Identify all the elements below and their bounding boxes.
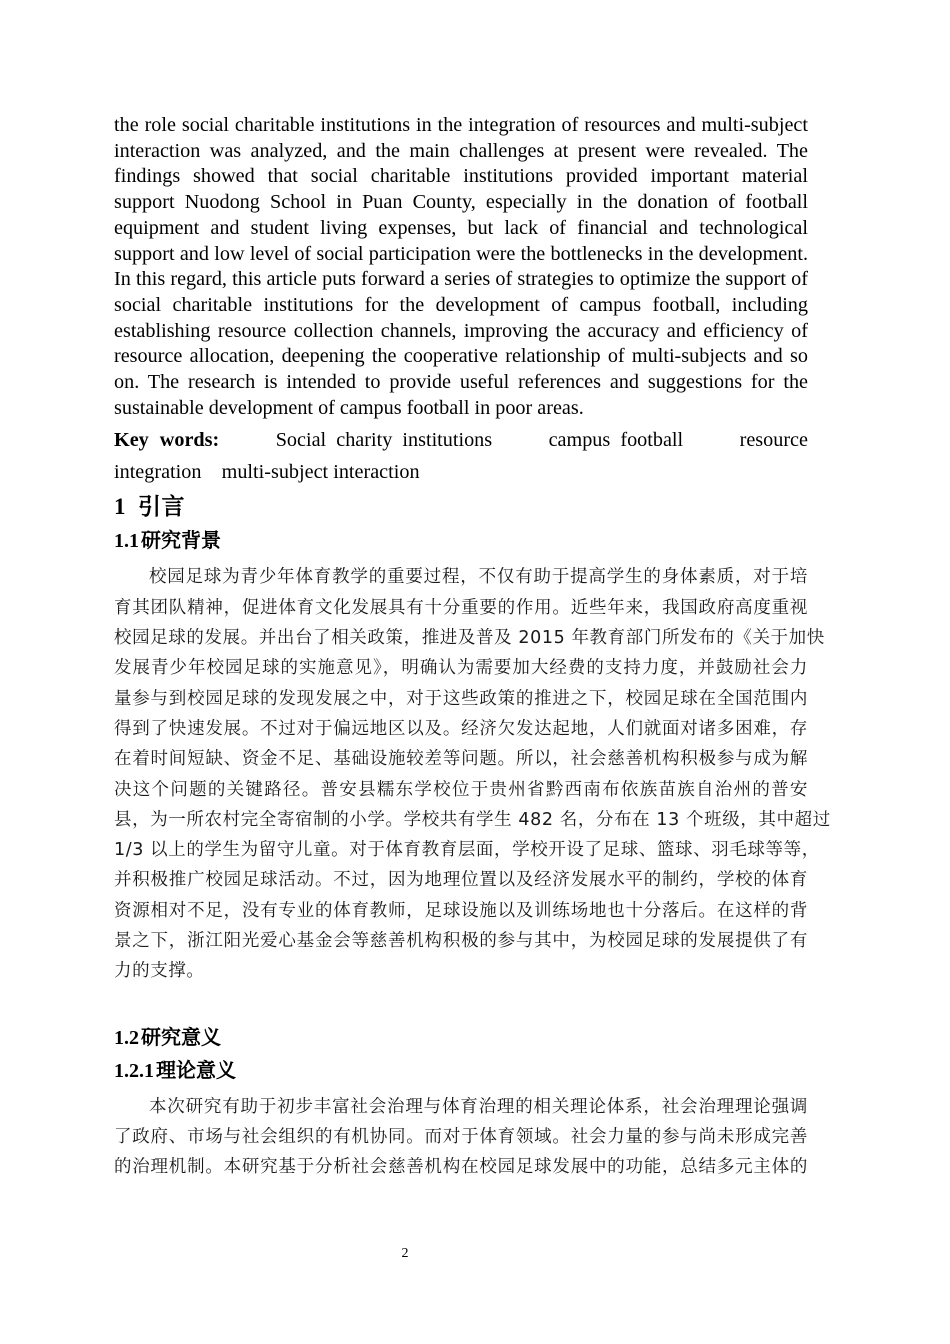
section-number: 1.2.1 <box>114 1059 154 1082</box>
keywords-label: Key words: <box>114 429 220 452</box>
keywords-block <box>114 424 808 488</box>
paragraph-line: 发展青少年校园足球的实施意见》，明确认为需要加大经费的支持力度，并鼓励社会力 <box>114 658 808 679</box>
paragraph-research-background <box>114 562 831 986</box>
paragraph-line: 在着时间短缺、资金不足、基础设施较差等问题。所以，社会慈善机构积极参与成为解 <box>114 749 808 770</box>
section-number: 1.1 <box>114 530 139 553</box>
section-heading-1 <box>114 490 808 524</box>
paragraph-line: 县，为一所农村完全寄宿制的小学。学校共有学生 482 名，分布在 13 个班级，其中超过 <box>114 809 831 830</box>
keyword-item: campus football <box>548 429 684 452</box>
keyword-item: resource <box>739 429 808 452</box>
paragraph-line: 得到了快速发展。不过对于偏远地区以及。经济欠发达起地，人们就面对诸多困难，存 <box>114 718 808 739</box>
paragraph-line: 的治理机制。本研究基于分析社会慈善机构在校园足球发展中的功能，总结多元主体的 <box>114 1157 808 1178</box>
paragraph-line: 校园足球的发展。并出台了相关政策，推进及普及 2015 年教育部门所发布的《关于加快 <box>114 628 825 649</box>
section-number: 1 <box>114 494 126 520</box>
paragraph-line: 并积极推广校园足球活动。不过，因为地理位置以及经济发展水平的制约，学校的体育 <box>114 870 808 891</box>
paragraph-line: 校园足球为青少年体育教学的重要过程，不仅有助于提高学生的身体素质，对于培 <box>149 567 808 588</box>
section-title: 研究意义 <box>141 1024 221 1049</box>
paragraph-theoretical-significance <box>114 1092 808 1183</box>
section-title: 引言 <box>138 494 185 521</box>
paragraph-line: 资源相对不足，没有专业的体育教师，足球设施以及训练场地也十分落后。在这样的背 <box>114 900 808 921</box>
paragraph-line: 景之下，浙江阳光爱心基金会等慈善机构积极的参与其中，为校园足球的发展提供了有 <box>114 931 808 951</box>
section-heading-1-2 <box>114 1021 808 1054</box>
paragraph-spacer <box>114 987 808 1021</box>
paragraph-line: 本次研究有助于初步丰富社会治理与体育治理的相关理论体系，社会治理理论强调 <box>149 1096 808 1117</box>
section-title: 理论意义 <box>156 1057 236 1082</box>
page-number: 2 <box>401 1246 409 1261</box>
paragraph-line: 育其团队精神，促进体育文化发展具有十分重要的作用。近些年来，我国政府高度重视 <box>114 597 808 618</box>
paragraph-line: 了政府、市场与社会组织的有机协同。而对于体育领域。社会力量的参与尚未形成完善 <box>114 1126 808 1147</box>
section-heading-1-2-1 <box>114 1054 808 1087</box>
section-number: 1.2 <box>114 1026 139 1049</box>
page-content <box>114 113 831 1182</box>
abstract-english-text: the role social charitable institutions in the integration of resources and multi-subject interaction was analyzed, and the main challenges at present were revealed. The findings showed that social charitable institutions provided important material support Nuodong School in Puan County, especially in the donation of football equipment and student living expenses, but lack of financial and technological support and low level of social participation were the bottlenecks in the development. In this regard, this article puts forward a series of strategies to optimize the support of social charitable institutions for the development of campus football, including establishing resource collection channels, improving the accuracy and efficiency of resource allocation, deepening the cooperative relationship of multi-subjects and so on. The research is intended to provide useful references and suggestions for the sustainable development of campus football in poor areas. <box>114 114 808 419</box>
keywords-line-2: integration multi-subject interaction <box>114 461 420 484</box>
section-title: 研究背景 <box>141 528 221 553</box>
keyword-item: Social charity institutions <box>275 429 493 452</box>
keywords-line-1 <box>114 424 808 456</box>
paragraph-line: 决这个问题的关键路径。普安县糯东学校位于贵州省黔西南布依族苗族自治州的普安 <box>114 779 808 800</box>
section-heading-1-1 <box>114 524 808 557</box>
paragraph-line: 量参与到校园足球的发现发展之中，对于这些政策的推进之下，校园足球在全国范围内 <box>114 688 808 709</box>
paragraph-line: 力的支撑。 <box>114 961 205 982</box>
paragraph-line: 1/3 以上的学生为留守儿童。对于体育教育层面，学校开设了足球、篮球、羽毛球等等， <box>114 840 820 861</box>
